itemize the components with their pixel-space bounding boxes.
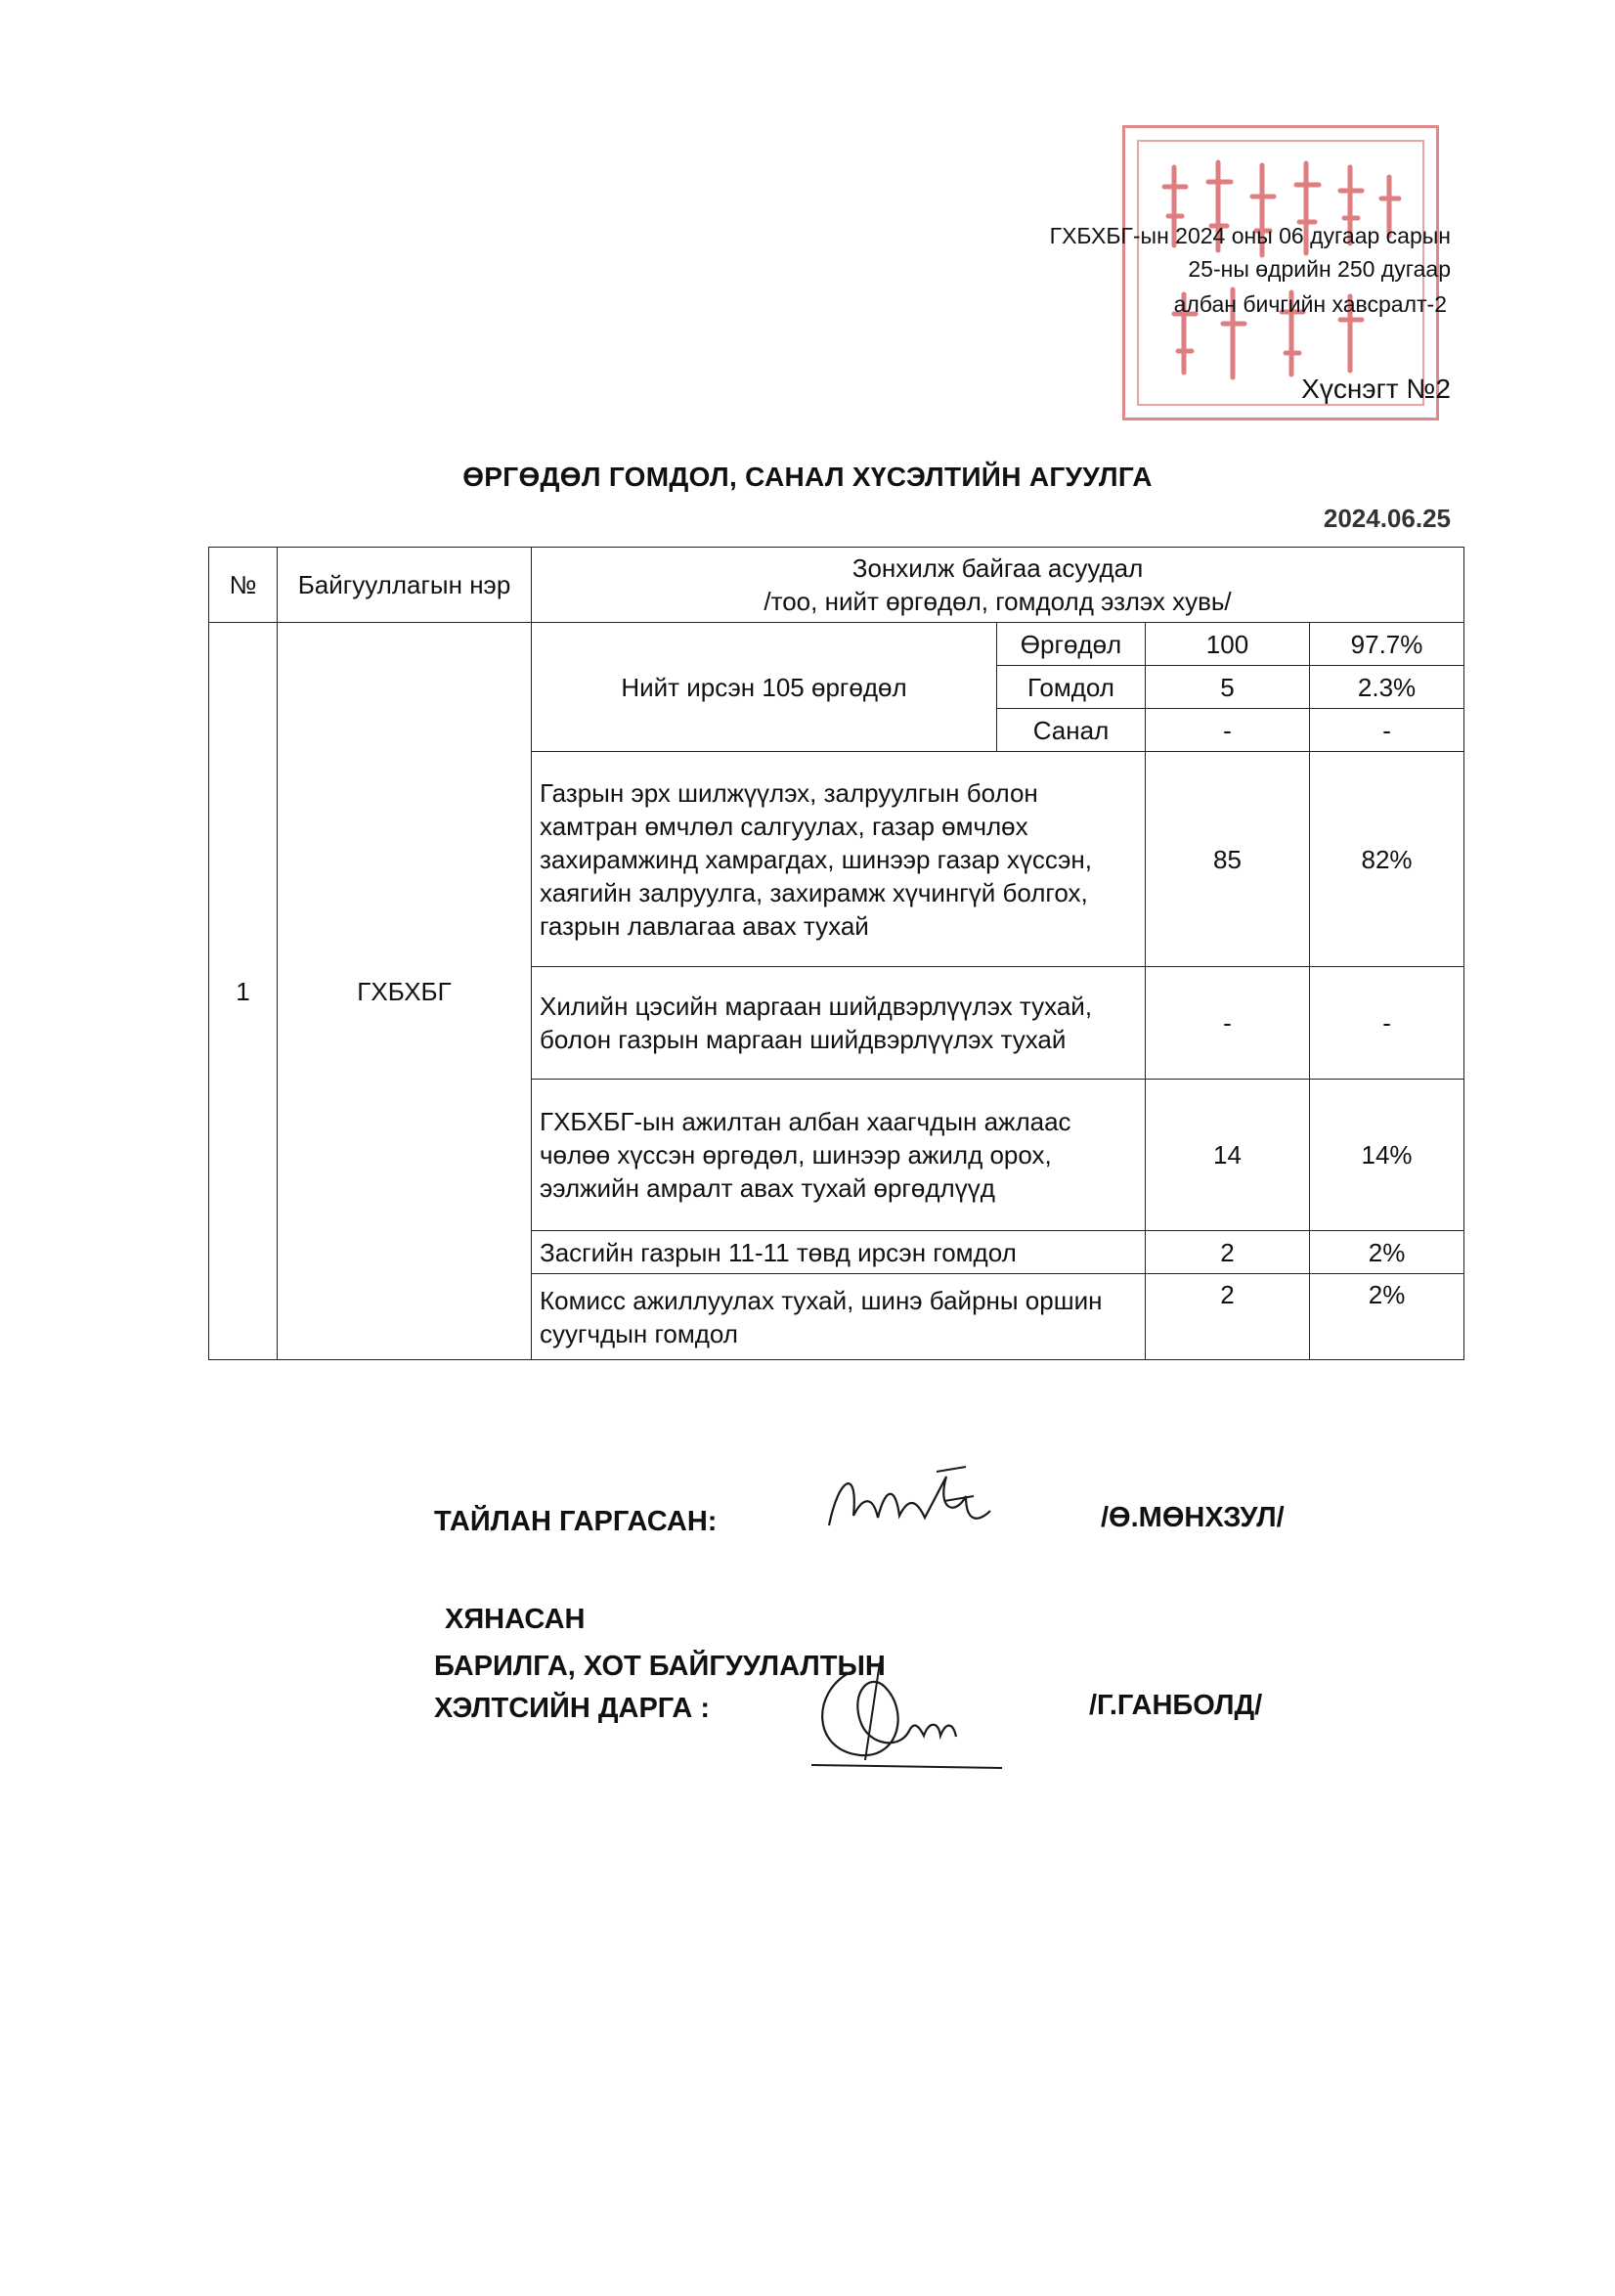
reviewer-department: БАРИЛГА, ХОТ БАЙГУУЛАЛТЫН (434, 1651, 886, 1682)
prepared-by-name: /Ө.МӨНХЗУЛ/ (1101, 1502, 1285, 1533)
table-row (209, 623, 1464, 666)
breakdown-percent: 97.7% (1310, 623, 1464, 666)
topic-count: 85 (1146, 752, 1310, 967)
total-received: Нийт ирсэн 105 өргөдөл (532, 623, 997, 752)
topic-count: 2 (1146, 1231, 1310, 1274)
breakdown-count: 5 (1146, 666, 1310, 709)
topic-count: 2 (1146, 1274, 1310, 1360)
topic-text: ГХБХБГ-ын ажилтан албан хаагчдын ажлаас чөлөө хүссэн өргөдөл, шинээр ажилд орох, ээлжийн амралт авах тухай өргөдлүүд (532, 1080, 1146, 1231)
document-title: ӨРГӨДӨЛ ГОМДОЛ, САНАЛ ХҮСЭЛТИЙН АГУУЛГА (462, 462, 1153, 492)
header-topic (532, 548, 1464, 623)
annex-number: Хүснэгт №2 (1301, 374, 1451, 404)
reference-line-2: 25-ны өдрийн 250 дугаар (1188, 256, 1451, 282)
reviewed-signature (792, 1653, 1017, 1780)
header-topic-line1: Зонхилж байгаа асуудал (851, 553, 1144, 583)
reviewed-by-name: /Г.ГАНБОЛД/ (1089, 1690, 1263, 1721)
breakdown-count: - (1146, 709, 1310, 752)
breakdown-percent: - (1310, 709, 1464, 752)
topic-percent: 14% (1310, 1080, 1464, 1231)
breakdown-type: Санал (997, 709, 1146, 752)
breakdown-type: Өргөдөл (997, 623, 1146, 666)
breakdown-percent: 2.3% (1310, 666, 1464, 709)
header-organization: Байгууллагын нэр (278, 548, 532, 623)
topic-percent: - (1310, 967, 1464, 1080)
topic-text: Газрын эрх шилжүүлэх, залруулгын болон хамтран өмчлөл салгуулах, газар өмчлөх захирамжинд хамрагдах, шинээр газар хүссэн, хаягийн залруулга, захирамж хүчингүй болгох, газрын лавлагаа авах тухай (532, 752, 1146, 967)
breakdown-type: Гомдол (997, 666, 1146, 709)
reference-line-1: ГХБХБГ-ын 2024 оны 06 дугаар сарын (1049, 223, 1451, 248)
organization-name: ГХБХБГ (278, 623, 532, 1360)
topic-count: 14 (1146, 1080, 1310, 1231)
header-topic-line2: /тоо, нийт өргөдөл, гомдолд эзлэх хувь/ (764, 587, 1232, 616)
complaints-table (208, 547, 1464, 1360)
reviewer-position: ХЭЛТСИЙН ДАРГА : (434, 1693, 711, 1724)
topic-percent: 82% (1310, 752, 1464, 967)
prepared-signature (819, 1457, 1005, 1545)
topic-count: - (1146, 967, 1310, 1080)
breakdown-count: 100 (1146, 623, 1310, 666)
topic-text: Хилийн цэсийн маргаан шийдвэрлүүлэх тухай, болон газрын маргаан шийдвэрлүүлэх тухай (532, 967, 1146, 1080)
row-number: 1 (209, 623, 278, 1360)
topic-text: Комисс ажиллуулах тухай, шинэ байрны оршин суугчдын гомдол (532, 1274, 1146, 1360)
prepared-by-label: ТАЙЛАН ГАРГАСАН: (434, 1506, 718, 1537)
reviewed-by-label: ХЯНАСАН (445, 1604, 586, 1635)
topic-percent: 2% (1310, 1274, 1464, 1360)
table-header-row (209, 548, 1464, 623)
topic-text: Засгийн газрын 11-11 төвд ирсэн гомдол (532, 1231, 1146, 1274)
header-number: № (209, 548, 278, 623)
reference-line-3: албан бичгийн хавсралт-2 (1173, 291, 1447, 317)
topic-percent: 2% (1310, 1231, 1464, 1274)
document-date: 2024.06.25 (1323, 504, 1451, 533)
